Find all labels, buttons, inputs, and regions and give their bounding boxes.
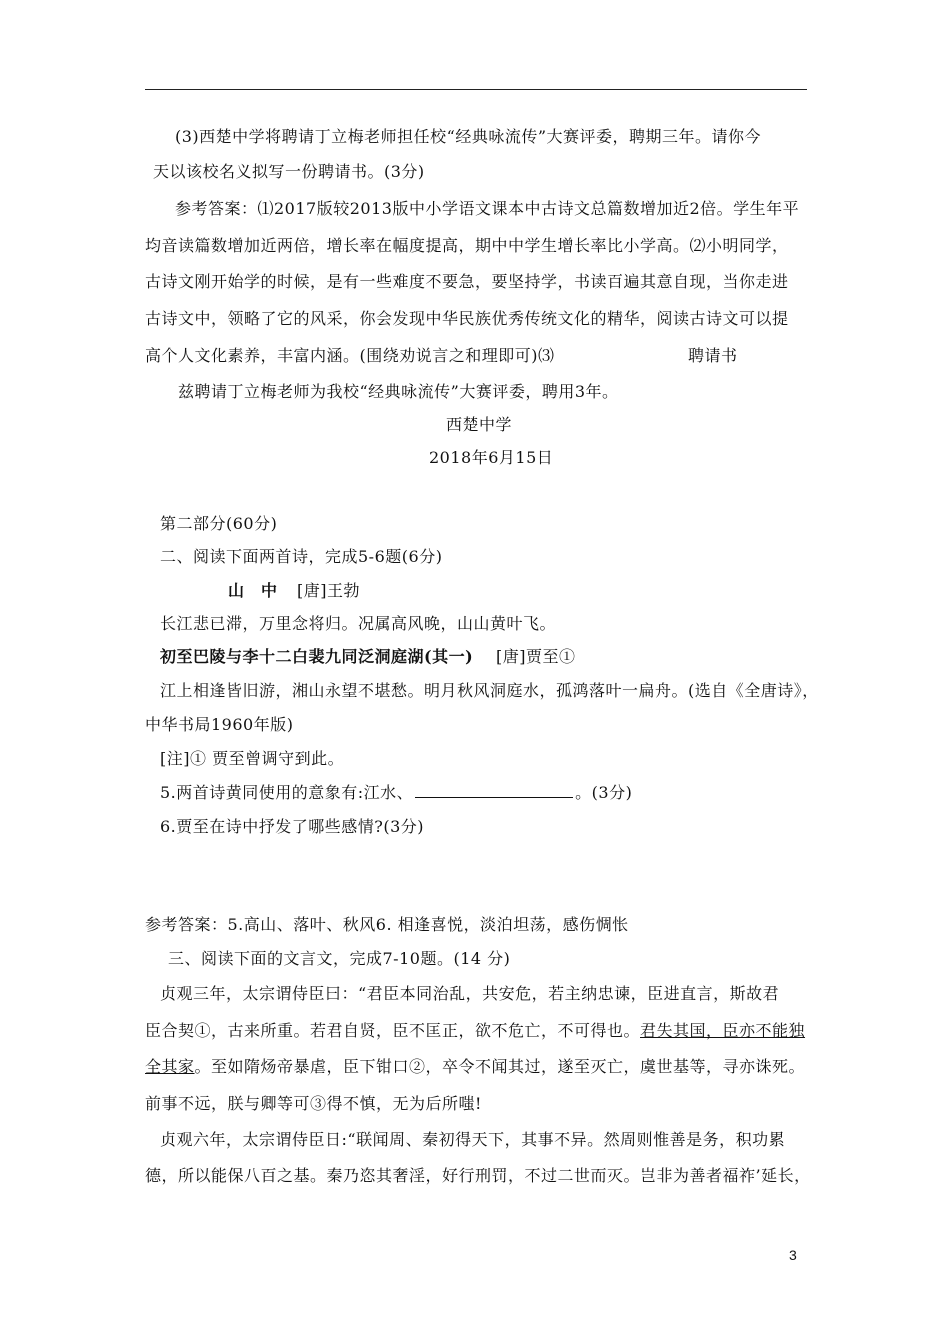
question-6: 6.贾至在诗中抒发了哪些感情?(3分) bbox=[160, 817, 425, 836]
poem-1-author: [唐]王勃 bbox=[297, 581, 360, 600]
letter-title: 聘请书 bbox=[688, 346, 738, 365]
question-5 bbox=[160, 782, 632, 804]
answer-blank bbox=[415, 783, 573, 798]
poem-2-title: 初至巴陵与李十二白裴九同泛洞庭湖(其一) bbox=[160, 647, 474, 666]
answer-line-3: 古诗文刚开始学的时候，是有一些难度不要急，要坚持学，书读百遍其意自现，当你走进 bbox=[145, 272, 789, 291]
answer-line-5: 高个人文化素养，丰富内涵。(围绕劝说言之和理即可)⑶ bbox=[145, 346, 555, 365]
passage-1-line-2 bbox=[145, 1020, 805, 1042]
question-5-suffix: 。(3分) bbox=[575, 783, 633, 802]
passage-2-line-1: 贞观六年，太宗谓侍臣日:“联闻周、秦初得天下，其事不异。然周则惟善是务，积功累 bbox=[160, 1130, 786, 1149]
letter-date: 2018年6月15日 bbox=[429, 448, 554, 467]
question-3-line-1: (3)西楚中学将聘请丁立梅老师担任校“经典咏流传”大赛评委，聘期三年。请你今 bbox=[175, 127, 762, 146]
letter-body: 兹聘请丁立梅老师为我校“经典咏流传”大赛评委，聘用3年。 bbox=[178, 382, 619, 401]
answer-line-4: 古诗文中，领略了它的风采，你会发现中华民族优秀传统文化的精华，阅读古诗文可以提 bbox=[145, 309, 789, 328]
poem-2-line-1: 江上相逢皆旧游，湘山永望不堪愁。明月秋风洞庭水，孤鸿落叶一扁舟。(选自《全唐诗》， bbox=[160, 681, 819, 700]
passage-1-line-4: 前事不远，朕与卿等可③得不慎，无为后所嗤! bbox=[145, 1094, 482, 1113]
passage-1-line-3-text: 。至如隋炀帝暴虐，臣下钳口②，卒令不闻其过，遂至灭亡，虞世基等，寻亦诛死。 bbox=[194, 1057, 806, 1076]
question-5-prefix: 5.两首诗黄同使用的意象有:江水、 bbox=[160, 783, 414, 802]
passage-1-line-2-text: 臣合契①，古来所重。若君自贤，臣不匡正，欲不危亡，不可得也。 bbox=[145, 1021, 641, 1040]
passage-2-line-2: 德，所以能保八百之基。秦乃恣其奢淫，好行刑罚，不过二世而灭。岂非为善者福祚’延长， bbox=[145, 1166, 811, 1185]
poem-1-title: 山 中 bbox=[228, 581, 278, 600]
passage-1-line-1: 贞观三年，太宗谓侍臣曰：“君臣本同治乱，共安危，若主纳忠谏，臣进直言，斯故君 bbox=[160, 984, 780, 1003]
answer-line-2: 均音读篇数增加近两倍，增长率在幅度提高，期中中学生增长率比小学高。⑵小明同学， bbox=[145, 236, 789, 255]
underlined-sentence-part-2: 全其家 bbox=[145, 1057, 195, 1076]
underlined-sentence-part-1: 君失其国，臣亦不能独 bbox=[640, 1021, 806, 1040]
answer-5-6: 参考答案：5.高山、落叶、秋风6. 相逢喜悦，淡泊坦荡，感伤惆怅 bbox=[145, 915, 629, 934]
page-number: 3 bbox=[789, 1247, 797, 1263]
answer-line-1: 参考答案：⑴2017版较2013版中小学语文课本中古诗文总篇数增加近2倍。学生年平 bbox=[175, 199, 800, 218]
question-3-line-2: 天以该校名义拟写一份聘请书。(3分) bbox=[153, 162, 425, 181]
poem-2-author: [唐]贾至① bbox=[496, 647, 576, 666]
section-3-heading: 三、阅读下面的文言文，完成7-10题。(14 分) bbox=[168, 949, 511, 968]
letter-school: 西楚中学 bbox=[446, 415, 513, 434]
poem-2-line-2: 中华书局1960年版) bbox=[145, 715, 294, 734]
passage-1-line-3 bbox=[145, 1056, 805, 1078]
section-2-heading: 二、阅读下面两首诗，完成5-6题(6分) bbox=[160, 547, 443, 566]
poem-note: [注]① 贾至曾调守到此。 bbox=[160, 749, 345, 768]
header-rule bbox=[145, 89, 807, 90]
poem-1-text: 长江悲已滞，万里念将归。况属高风晚，山山黄叶飞。 bbox=[160, 614, 557, 633]
part-2-heading: 第二部分(60分) bbox=[160, 514, 278, 533]
